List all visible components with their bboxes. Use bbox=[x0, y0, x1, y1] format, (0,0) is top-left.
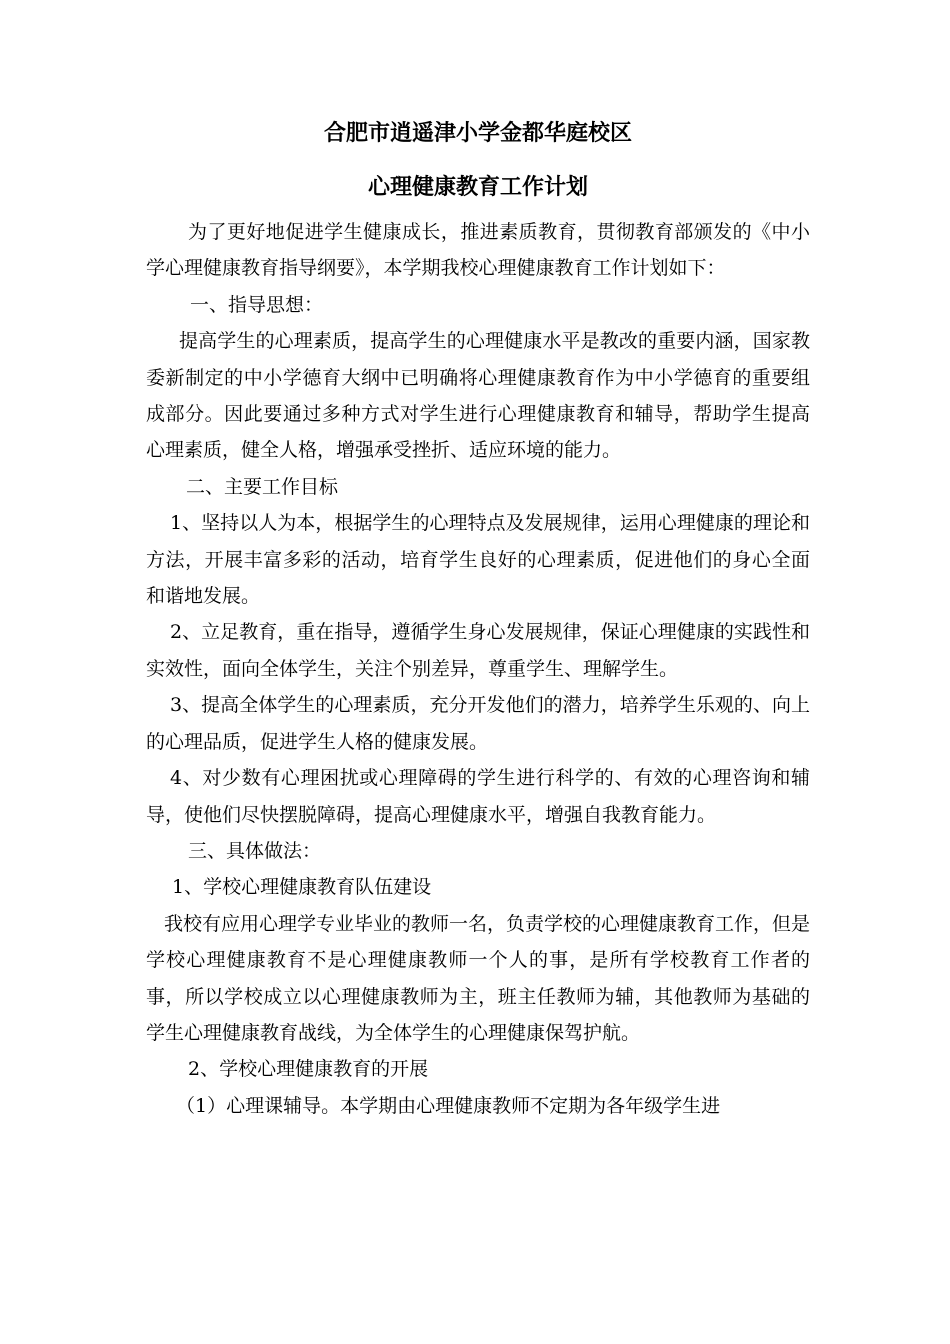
section1-paragraph: 提高学生的心理素质，提高学生的心理健康水平是教改的重要内涵，国家教委新制定的中小学德育大纲中已明确将心理健康教育作为中小学德育的重要组成部分。因此要通过多种方式对学生进行心理健康教育和辅导，帮助学生提高心理素质，健全人格，增强承受挫折、适应环境的能力。 bbox=[146, 330, 810, 462]
document-subtitle: 心理健康教育工作计划 bbox=[367, 175, 588, 200]
document-title: 合肥市逍遥津小学金都华庭校区 bbox=[323, 121, 632, 146]
goal-3-paragraph: 3、提高全体学生的心理素质，充分开发他们的潜力，培养学生乐观的、向上的心理品质，促进学生人格的健康发展。 bbox=[146, 694, 810, 753]
method-2-item-1: （1）心理课辅导。本学期由心理健康教师不定期为各年级学生进 bbox=[176, 1094, 721, 1117]
method-1-heading: 1、学校心理健康教育队伍建设 bbox=[172, 876, 432, 899]
intro-paragraph: 为了更好地促进学生健康成长，推进素质教育，贯彻教育部颁发的《中小学心理健康教育指导纲要》，本学期我校心理健康教育工作计划如下： bbox=[146, 221, 810, 280]
section3-heading: 三、具体做法： bbox=[188, 839, 322, 862]
method-2-heading: 2、学校心理健康教育的开展 bbox=[188, 1058, 429, 1081]
goal-4-paragraph: 4、对少数有心理困扰或心理障碍的学生进行科学的、有效的心理咨询和辅导，使他们尽快摆脱障碍，提高心理健康水平，增强自我教育能力。 bbox=[146, 767, 810, 826]
goal-1-paragraph: 1、坚持以人为本，根据学生的心理特点及发展规律，运用心理健康的理论和方法，开展丰富多彩的活动，培育学生良好的心理素质，促进他们的身心全面和谐地发展。 bbox=[146, 512, 810, 608]
section1-heading: 一、指导思想： bbox=[190, 293, 324, 316]
section2-heading: 二、主要工作目标 bbox=[186, 475, 339, 498]
method-1-paragraph: 我校有应用心理学专业毕业的教师一名，负责学校的心理健康教育工作，但是学校心理健康教育不是心理健康教师一个人的事，是所有学校教育工作者的事，所以学校成立以心理健康教师为主，班主任教师为辅，其他教师为基础的学生心理健康教育战线，为全体学生的心理健康保驾护航。 bbox=[146, 912, 811, 1044]
goal-2-paragraph: 2、立足教育，重在指导，遵循学生身心发展规律，保证心理健康的实践性和实效性，面向全体学生，关注个别差异，尊重学生、理解学生。 bbox=[146, 621, 810, 680]
